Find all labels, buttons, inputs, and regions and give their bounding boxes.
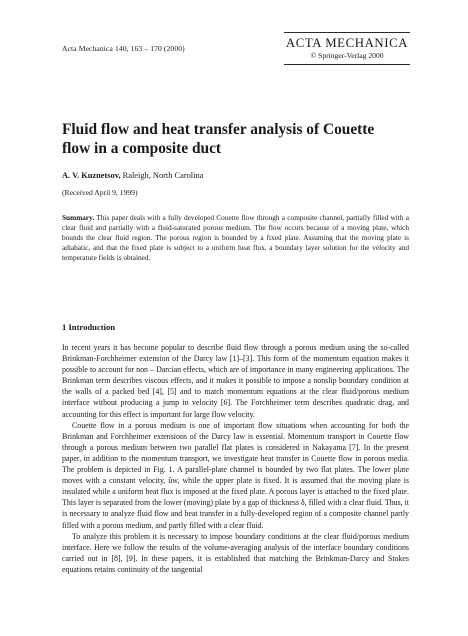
abstract <box>62 213 409 263</box>
brand-bottom-rule <box>284 64 410 65</box>
journal-reference: Acta Mechanica 140, 163 – 170 (2000) <box>62 44 185 53</box>
publisher-copyright: © Springer-Verlag 2000 <box>310 51 384 60</box>
abstract-text: This paper deals with a fully developed Couette flow through a composite channel, partially filled with a clear fluid and partially with a fluid-saturated porous medium. The flow occurs because of a moving plate, which bounds the clear fluid region. The porous region is bounded by a fixed plate. Assuming that the moving plate is adiabatic, and that the fixed plate is subject to a uniform heat flux, a boundary layer solution for the velocity and temperature fields is obtained. <box>62 213 409 263</box>
author-affiliation: Raleigh, North Carolina <box>120 171 204 180</box>
article-title: Fluid flow and heat transfer analysis of Couette flow in a composite duct <box>62 121 375 157</box>
author-name: A. V. Kuznetsov, <box>62 171 121 180</box>
abstract-label: Summary. <box>62 213 95 222</box>
section-heading: 1 Introduction <box>62 322 116 332</box>
body-paragraph: In recent years it has become popular to describe fluid flow through a porous medium using the so-called Brinkman-Forchheimer extension of the Darcy law [1]–[3]. This form of the momentum equation makes it possible to account for non – Darcian effects, which are of importance in many engineering applications. The Brinkman term describes viscous effects, and it makes it possible to impose a nonslip boundary condition at the walls of a packed bed [4], [5] and to match momentum equations at the clear fluid/porous medium interface without producing a jump in velocity [6]. The Forchheimer term describes quadratic drag, and accounting for this effect is important for large flow velocity. <box>62 343 409 419</box>
journal-name: ACTA MECHANICA <box>285 36 409 50</box>
body-paragraph: Couette flow in a porous medium is one of important flow situations when accounting for both the Brinkman and Forchheimer extensions of the Darcy law is essential. Momentum transport in Couette flow through a porous medium between two parallel flat plates is considered in Nakayama [7]. In the present paper, in addition to the momentum transport, we investigate heat transfer in Couette flow in porous media. The problem is depicted in Fig. 1. A parallel-plate channel is bounded by two flat plates. The lower plate moves with a constant velocity, ũw, while the upper plate is fixed. It is assumed that the moving plate is insulated while a uniform heat flux is imposed at the fixed plate. A porous layer is attached to the fixed plate. This layer is separated from the lower (moving) plate by a gap of thickness δ, filled with a clear fluid. Thus, it is necessary to analyze fluid flow and heat transfer in a fully-developed region of a composite channel partly filled with a porous medium, and partly filled with a clear fluid. <box>62 420 409 530</box>
brand-top-rule <box>284 32 410 33</box>
author-line <box>62 171 203 180</box>
body-paragraph: To analyze this problem it is necessary to impose boundary conditions at the clear fluid/porous medium interface. Here we follow the results of the volume-averaging analysis of the interface boundary conditions carried out in [8], [9]. In these papers, it is established that matching the Brinkman-Darcy and Stokes equations retains continuity of the tangential <box>62 531 409 574</box>
journal-brand-block <box>284 32 410 65</box>
received-date: (Received April 9, 1999) <box>62 188 138 197</box>
section-body <box>62 342 409 575</box>
